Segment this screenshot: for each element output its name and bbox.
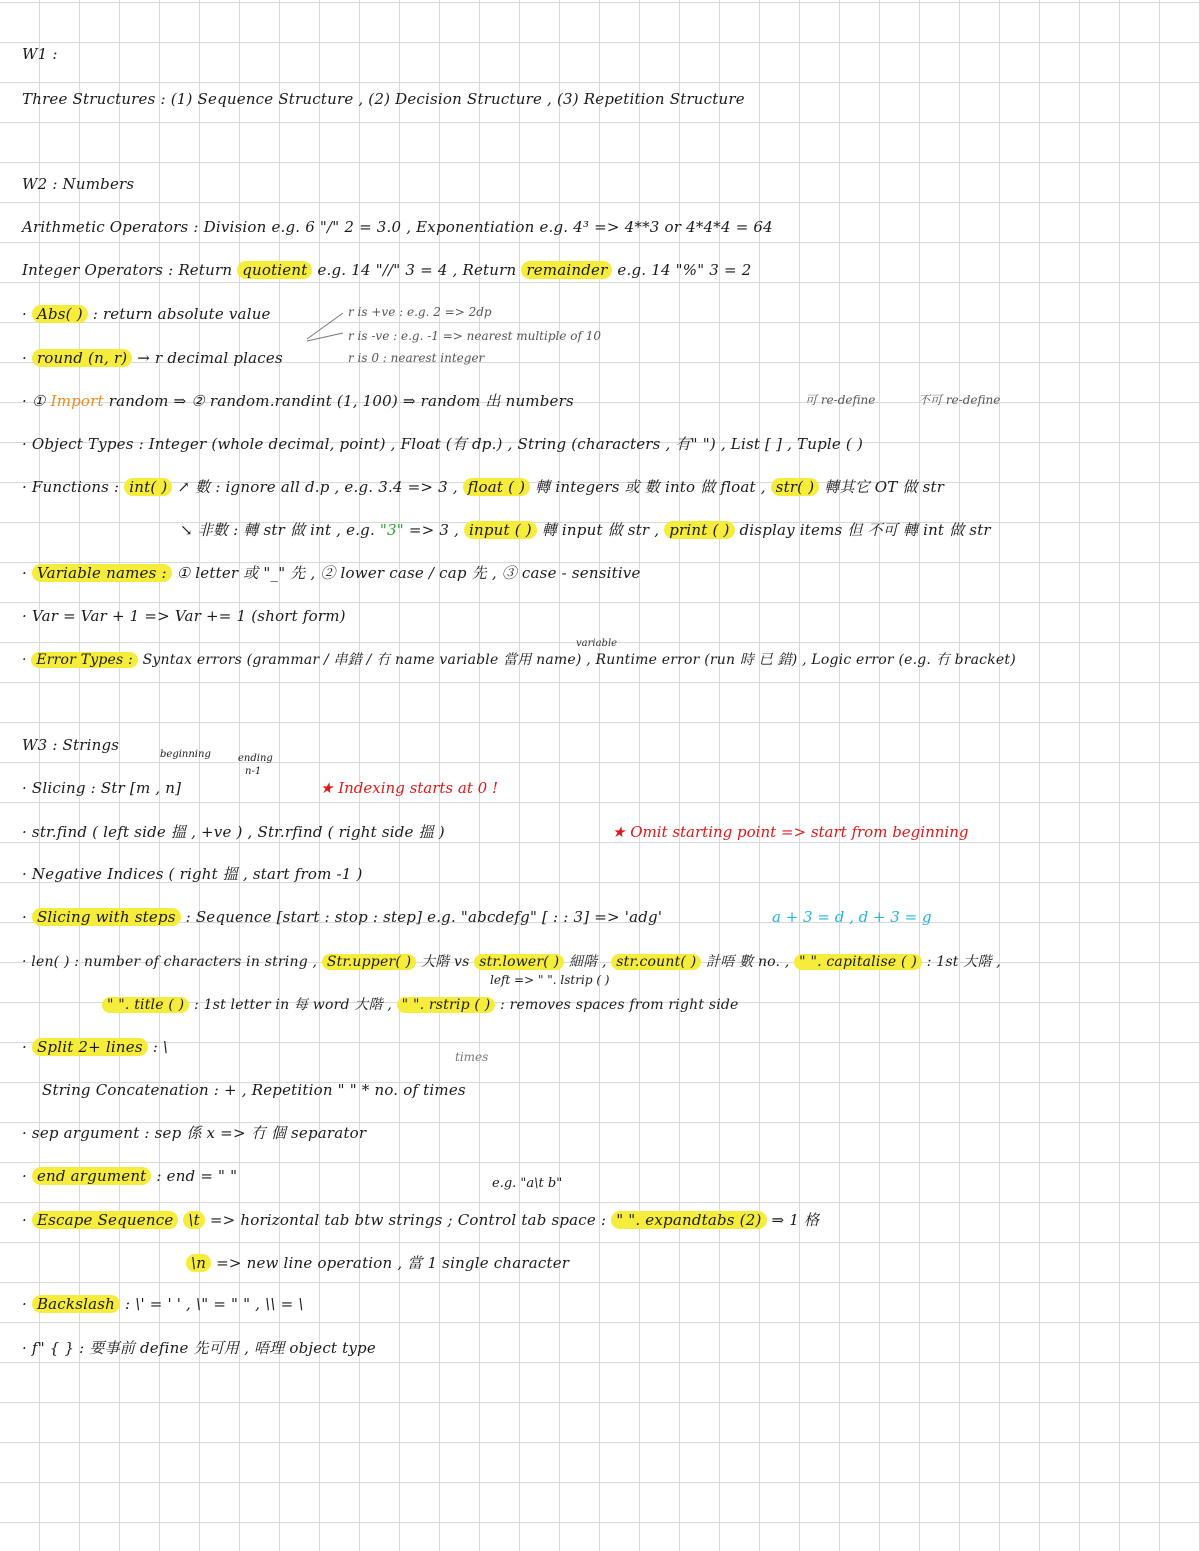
func-print: print ( ) [664, 521, 734, 539]
w3-escape-n [186, 1252, 569, 1274]
len-upper-t: 大階 vs [420, 954, 470, 970]
func2-green: "3" [379, 521, 404, 539]
w3-escape: · Escape Sequence \t => horizontal tab btw strings ; Control tab space : " ". expandtabs (2) ⇒ 1 格 [22, 1211, 820, 1229]
w2-object-types: · Object Types : Integer (whole decimal, point) , Float (有 dp.) , String (characters , 有" ") , List [ ] , Tuple ( ) [22, 435, 863, 453]
func-input-text: 轉 input 做 str , [541, 521, 660, 539]
func-float: float ( ) [463, 478, 530, 496]
w3-find: · str.find ( left side 搵 , +ve ) , Str.rfind ( right side 搵 ) [22, 823, 445, 841]
escape-note: e.g. "a\t b" [492, 1176, 563, 1191]
w1-heading: W1 : [22, 45, 58, 63]
w3-split: · Split 2+ lines : \ [22, 1038, 169, 1056]
steps-blue-note: a + 3 = d , d + 3 = g [772, 908, 932, 926]
round-label: round (n, r) [32, 349, 132, 367]
esc-text: => horizontal tab btw strings ; Control tab space : [209, 1211, 607, 1229]
round-note-3: r is 0 : nearest integer [348, 351, 485, 365]
strip-note: left => " ". lstrip ( ) [490, 973, 610, 987]
esc-t: \t [183, 1211, 204, 1229]
len-cap-t: : 1st 大階 , [926, 954, 1001, 970]
var-label: Variable names : [32, 564, 172, 582]
round-note-1: r is +ve : e.g. 2 => 2dp [348, 305, 492, 319]
steps-label: Slicing with steps [32, 908, 181, 926]
w3-slicing: · Slicing : Str [m , n] [22, 779, 182, 797]
redefine-note-b: 不可 re-define [918, 393, 1001, 407]
round-branch-lines [305, 305, 345, 345]
w3-heading: W3 : Strings [22, 736, 120, 754]
abs-text: : return absolute value [92, 305, 271, 323]
w2-functions-2 [180, 519, 991, 541]
redefine-note-a: 可 re-define [805, 393, 876, 407]
len-upper: Str.upper( ) [322, 954, 417, 970]
title-label: " ". title ( ) [102, 997, 189, 1013]
func-print-text: display items 但 不可 轉 int 做 str [739, 521, 991, 539]
slicing-n1-note: n-1 [245, 766, 262, 777]
esc-n-text: => new line operation , 當 1 single character [216, 1254, 570, 1272]
w3-backslash: · Backslash : \' = ' ' , \" = " " , \\ = \ [22, 1295, 304, 1313]
int-quotient: quotient [237, 261, 312, 279]
len-lower: str.lower( ) [474, 954, 564, 970]
round-text: → r decimal places [137, 349, 283, 367]
w2-heading: W2 : Numbers [22, 175, 135, 193]
func-input: input ( ) [464, 521, 537, 539]
func-int: int( ) [124, 478, 172, 496]
func-prefix: · Functions : [22, 478, 120, 496]
err-label: Error Types : [31, 652, 138, 668]
w3-sep: · sep argument : sep 係 x => 冇 個 separator [22, 1124, 367, 1142]
len-count: str.count( ) [611, 954, 701, 970]
len-count-t: 計唔 數 no. , [706, 954, 790, 970]
import-word: Import [50, 392, 104, 410]
split-label: Split 2+ lines [32, 1038, 148, 1056]
int-suffix: e.g. 14 "%" 3 = 2 [617, 261, 752, 279]
esc-expand: " ". expandtabs (2) [611, 1211, 766, 1229]
err-text: Syntax errors (grammar / 串錯 / 冇 name variable 當用 name) , Runtime error (run 時 已 錯) , Logic error (e.g. 冇 bracket) [142, 652, 1016, 668]
func2-prefix: ↘ 非數 : 轉 str 做 int , e.g. [180, 521, 375, 539]
esc-n: \n [186, 1254, 211, 1272]
steps-text: : Sequence [start : stop : step] e.g. "abcdefg" [ : : 3] => 'adg' [185, 908, 663, 926]
func-float-text: 轉 integers 或 數 into 做 float , [535, 478, 766, 496]
rstrip-label: " ". rstrip ( ) [397, 997, 496, 1013]
func-str: str( ) [771, 478, 820, 496]
w2-arithmetic: Arithmetic Operators : Division e.g. 6 "/" 2 = 3.0 , Exponentiation e.g. 4³ => 4**3 or 4*4*4 = 64 [22, 218, 773, 236]
times-note: times [455, 1050, 489, 1064]
w2-var-short: · Var = Var + 1 => Var += 1 (short form) [22, 607, 346, 625]
func-int-text: ↗ 數 : ignore all d.p , e.g. 3.4 => 3 , [177, 478, 458, 496]
w2-abs: · Abs( ) : return absolute value [22, 305, 271, 323]
error-note: variable [576, 638, 618, 649]
len-capitalise: " ". capitalise ( ) [794, 954, 922, 970]
func2-mid: => 3 , [408, 521, 460, 539]
w1-structures: Three Structures : (1) Sequence Structure , (2) Decision Structure , (3) Repetition Structure [22, 90, 745, 108]
end-text: : end = " " [156, 1167, 238, 1185]
int-remainder: remainder [521, 261, 612, 279]
find-star-note: ★ Omit starting point => start from beginning [612, 823, 969, 841]
split-text: : \ [152, 1038, 169, 1056]
esc-label: Escape Sequence [32, 1211, 178, 1229]
w3-len [22, 951, 1001, 973]
len-text: · len( ) : number of characters in string , [22, 954, 318, 970]
import-num: · ① [22, 392, 46, 410]
w3-fstring: · f" { } : 要事前 define 先可用 , 唔理 object type [22, 1339, 376, 1357]
slicing-star-note: ★ Indexing starts at 0 ! [320, 779, 498, 797]
var-text: ① letter 或 "_" 先 , ② lower case / cap 先 , ③ case - sensitive [176, 564, 641, 582]
round-note-2: r is -ve : e.g. -1 => nearest multiple of 10 [348, 329, 602, 343]
esc-expand-t: ⇒ 1 格 [771, 1211, 820, 1229]
bs-label: Backslash [32, 1295, 120, 1313]
w3-title-rstrip [102, 994, 739, 1016]
w2-variable-names: · Variable names : ① letter 或 "_" 先 , ② lower case / cap 先 , ③ case - sensitive [22, 564, 641, 582]
w2-round: · round (n, r) → r decimal places [22, 349, 283, 367]
w3-concatenation: String Concatenation : + , Repetition " " * no. of times [42, 1081, 466, 1099]
end-label: end argument [32, 1167, 151, 1185]
slicing-beginning-note: beginning [160, 749, 211, 760]
w2-import [22, 390, 574, 412]
title-text: : 1st letter in 每 word 大階 , [194, 997, 393, 1013]
slicing-ending-note: ending [238, 753, 273, 764]
len-lower-t: 細階 , [568, 954, 607, 970]
w2-error-types: · Error Types : Syntax errors (grammar / 串錯 / 冇 name variable 當用 name) , Runtime error (run 時 已 錯) , Logic error (e.g. 冇 bracket) [22, 652, 1016, 668]
w3-slicing-steps: · Slicing with steps : Sequence [start : stop : step] e.g. "abcdefg" [ : : 3] => 'adg' [22, 908, 663, 926]
func-str-text: 轉其它 OT 做 str [824, 478, 945, 496]
bs-text: : \' = ' ' , \" = " " , \\ = \ [124, 1295, 304, 1313]
w2-functions [22, 476, 944, 498]
abs-label: Abs( ) [32, 305, 88, 323]
w2-integer-operators [22, 259, 751, 281]
int-prefix: Integer Operators : Return [22, 261, 233, 279]
rstrip-text: : removes spaces from right side [500, 997, 739, 1013]
import-text: random ⇒ ② random.randint (1, 100) ⇒ random 出 numbers [108, 392, 574, 410]
w3-end: · end argument : end = " " [22, 1167, 238, 1185]
int-mid: e.g. 14 "//" 3 = 4 , Return [317, 261, 517, 279]
w3-negative: · Negative Indices ( right 搵 , start from -1 ) [22, 865, 363, 883]
